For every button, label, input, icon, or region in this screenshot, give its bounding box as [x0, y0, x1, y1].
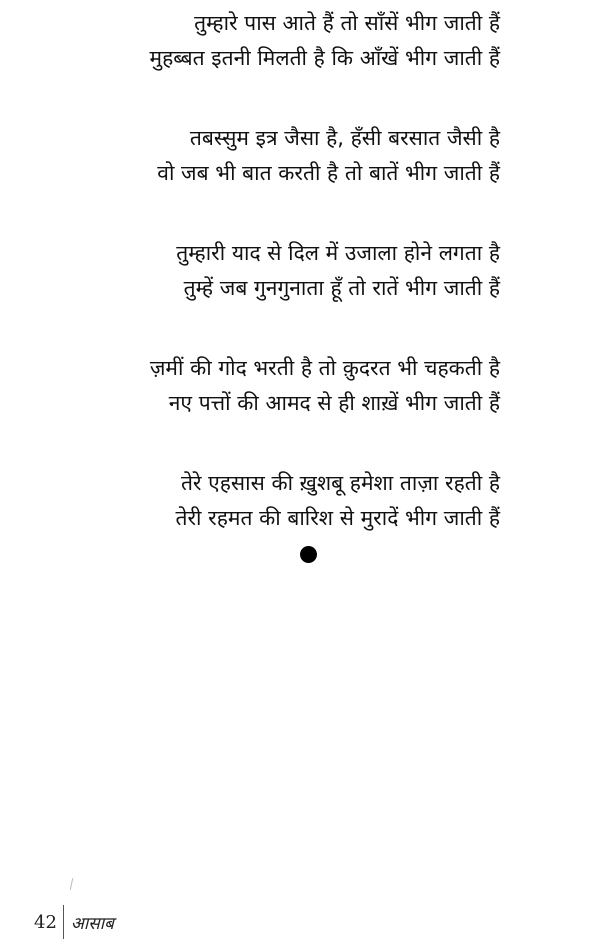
poem-line: नए पत्तों की आमद से ही शाख़ें भीग जाती हैं: [168, 391, 500, 415]
page-footer: [34, 904, 114, 940]
poem-line: तेरे एहसास की ख़ुशबू हमेशा ताज़ा रहती है: [180, 471, 500, 495]
stanza-4: [40, 351, 500, 421]
poem-line: तबस्सुम इत्र जैसा है, हँसी बरसात जैसी है: [189, 126, 500, 150]
poem-line: तेरी रहमत की बारिश से मुरादें भीग जाती हैं: [175, 506, 500, 530]
poem: [40, 6, 500, 581]
decorative-mark: [70, 878, 73, 890]
footer-divider: [63, 905, 64, 939]
poem-line: तुम्हारे पास आते हैं तो साँसें भीग जाती हैं: [194, 11, 500, 35]
stanza-3: [40, 236, 500, 306]
poem-line: तुम्हें जब गुनगुनाता हूँ तो रातें भीग जाती हैं: [183, 276, 500, 300]
end-of-poem-dot-icon: [300, 546, 317, 563]
poem-line: वो जब भी बात करती है तो बातें भीग जाती हैं: [157, 161, 500, 185]
stanza-2: [40, 121, 500, 191]
stanza-5: [40, 466, 500, 536]
book-title: आसाब: [70, 913, 114, 934]
stanza-1: [40, 6, 500, 76]
poem-line: मुहब्बत इतनी मिलती है कि आँखें भीग जाती हैं: [149, 46, 500, 70]
poem-line: तुम्हारी याद से दिल में उजाला होने लगता है: [176, 241, 500, 265]
poem-line: ज़मीं की गोद भरती है तो क़ुदरत भी चहकती है: [149, 356, 500, 380]
page-number: 42: [34, 911, 57, 933]
